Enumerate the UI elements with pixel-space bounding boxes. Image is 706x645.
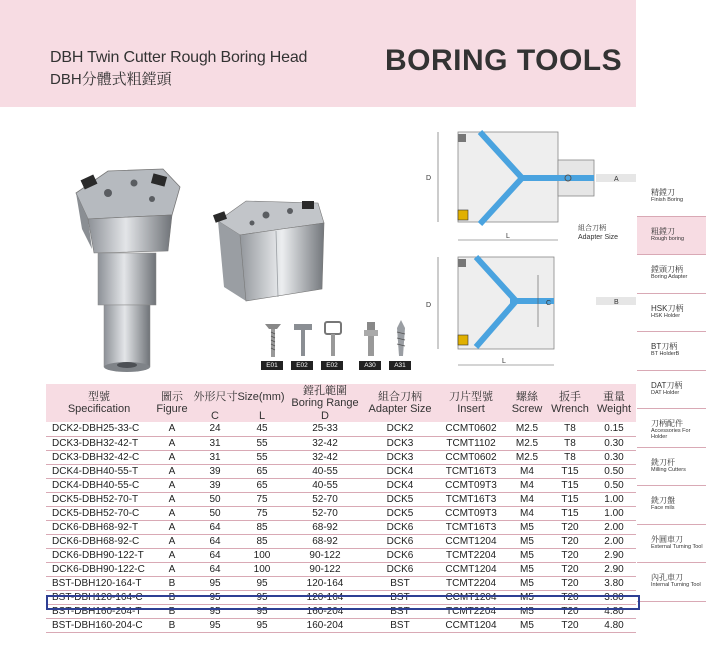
table-cell: 0.50 [592, 464, 636, 478]
table-cell: B [152, 618, 192, 632]
sidebar-item-label: 外圓車刀 [651, 534, 683, 544]
table-cell: DCK5 [364, 506, 436, 520]
table-cell: BST-DBH160-204-T [46, 604, 152, 618]
sidebar-item-label: 刀柄配件 [651, 419, 683, 428]
table-cell: TCMT2204 [436, 604, 506, 618]
table-cell: DCK3-DBH32-42-T [46, 436, 152, 450]
table-cell: T15 [548, 478, 592, 492]
column-header-specification: 型號 Specification [46, 384, 152, 422]
sidebar-item-sublabel: Finish Boring [651, 197, 684, 203]
table-cell: T15 [548, 506, 592, 520]
table-cell: 85 [238, 520, 286, 534]
column-header-size: 外形尺寸Size(mm) [192, 384, 286, 410]
table-cell: 75 [238, 506, 286, 520]
column-header-wrench: 扳手 Wrench [548, 384, 592, 422]
table-cell: DCK2-DBH25-33-C [46, 422, 152, 436]
table-cell: M5 [506, 618, 548, 632]
table-cell: BST-DBH120-164-T [46, 576, 152, 590]
adapter-label-en: Adapter Size [578, 234, 619, 241]
table-cell: 39 [192, 478, 238, 492]
table-cell: 0.15 [592, 422, 636, 436]
table-cell: T20 [548, 590, 592, 604]
adjust-screw-icon [388, 318, 414, 361]
table-cell: 95 [192, 604, 238, 618]
table-cell: T8 [548, 450, 592, 464]
table-cell: 64 [192, 534, 238, 548]
table-cell: 2.00 [592, 534, 636, 548]
specification-table [46, 384, 636, 633]
column-header-screw: 螺絲 Screw [506, 384, 548, 422]
table-cell: 160-204 [286, 604, 364, 618]
table-cell: 0.30 [592, 436, 636, 450]
table-cell: T20 [548, 576, 592, 590]
sidebar-item-sublabel: Boring Adapter [651, 274, 688, 280]
table-cell: T20 [548, 604, 592, 618]
table-cell: 24 [192, 422, 238, 436]
table-cell: 120-164 [286, 590, 364, 604]
table-cell: DCK4 [364, 464, 436, 478]
table-cell: M4 [506, 492, 548, 506]
page-title-chinese: DBH分體式粗鏜頭 [50, 71, 172, 88]
table-cell: DCK5-DBH52-70-C [46, 506, 152, 520]
technical-drawing-figure-b [418, 253, 640, 375]
sidebar-item[interactable] [637, 178, 706, 217]
column-header-figure: 圖示 Figure [152, 384, 192, 422]
table-cell: 4.80 [592, 604, 636, 618]
technical-drawing-figure-a [418, 130, 640, 248]
table-cell: 95 [238, 590, 286, 604]
table-row[interactable] [46, 548, 636, 562]
table-cell: 85 [238, 534, 286, 548]
table-row[interactable] [46, 604, 636, 618]
table-cell: M5 [506, 562, 548, 576]
table-cell: M5 [506, 604, 548, 618]
table-cell: M4 [506, 464, 548, 478]
table-cell: 2.00 [592, 520, 636, 534]
figure-label: A [614, 176, 619, 183]
table-cell: TCMT1102 [436, 436, 506, 450]
column-header-adapter: 組合刀柄 Adapter Size [364, 384, 436, 422]
part-e02 [290, 318, 316, 370]
table-cell: T15 [548, 464, 592, 478]
sidebar-item-label: 內孔車刀 [651, 573, 683, 582]
sidebar-item-sublabel: BT HolderB [651, 351, 680, 357]
column-header-c: C [192, 410, 238, 422]
table-cell: 1.00 [592, 506, 636, 520]
part-label: E02 [291, 361, 313, 370]
table-cell: 2.90 [592, 548, 636, 562]
adapter-label-zh: 組合刀柄 [578, 225, 606, 232]
table-cell: M2.5 [506, 450, 548, 464]
dimension-c-label: C [546, 300, 552, 307]
table-cell: A [152, 422, 192, 436]
table-cell: M5 [506, 534, 548, 548]
column-header-insert: 刀片型號 Insert [436, 384, 506, 422]
table-cell: 95 [192, 576, 238, 590]
table-cell: M4 [506, 478, 548, 492]
table-cell: T8 [548, 436, 592, 450]
table-cell: 50 [192, 506, 238, 520]
table-cell: CCMT09T3 [436, 478, 506, 492]
table-cell: 95 [192, 618, 238, 632]
sidebar-item-sublabel: Internal Turning Tool [651, 582, 701, 588]
table-cell: 31 [192, 436, 238, 450]
table-cell: 65 [238, 478, 286, 492]
table-cell: B [152, 604, 192, 618]
section-brand-title: BORING TOOLS [385, 44, 623, 77]
sidebar-item-label: 粗鏜刀 [651, 226, 675, 236]
table-cell: TCMT16T3 [436, 464, 506, 478]
table-cell: 0.30 [592, 450, 636, 464]
table-cell: 52-70 [286, 506, 364, 520]
part-e01 [260, 318, 286, 370]
key-icon [320, 318, 346, 361]
table-cell: 65 [238, 464, 286, 478]
table-cell: A [152, 534, 192, 548]
sidebar-item[interactable] [637, 409, 706, 448]
table-cell: M5 [506, 590, 548, 604]
table-cell: CCMT0602 [436, 422, 506, 436]
table-cell: DCK6-DBH90-122-T [46, 548, 152, 562]
column-header-d: D [286, 410, 364, 422]
sidebar-item-sublabel: HSK Holder [651, 312, 681, 319]
table-cell: A [152, 450, 192, 464]
table-cell: 2.90 [592, 562, 636, 576]
table-cell: DCK6 [364, 534, 436, 548]
table-cell: 39 [192, 464, 238, 478]
pull-stud-icon [358, 318, 384, 361]
sidebar-item-label: HSK刀柄 [651, 303, 684, 313]
table-cell: T20 [548, 548, 592, 562]
table-row[interactable] [46, 534, 636, 548]
table-cell: BST [364, 618, 436, 632]
table-cell: DCK6 [364, 520, 436, 534]
table-cell: T20 [548, 534, 592, 548]
table-cell: 55 [238, 450, 286, 464]
sidebar-item[interactable] [637, 371, 706, 410]
table-cell: 100 [238, 548, 286, 562]
table-cell: A [152, 520, 192, 534]
sidebar-item[interactable] [637, 525, 706, 564]
table-cell: TCMT16T3 [436, 520, 506, 534]
table-cell: 1.00 [592, 492, 636, 506]
table-row[interactable] [46, 478, 636, 492]
table-cell: 40-55 [286, 464, 364, 478]
page-header [0, 0, 636, 107]
page-title: DBH Twin Cutter Rough Boring Head [50, 49, 308, 66]
sidebar-item-label: 精鏜刀 [651, 188, 675, 197]
table-cell: 68-92 [286, 520, 364, 534]
sidebar-item-sublabel: Accessories For Holder [651, 428, 691, 440]
table-cell: A [152, 506, 192, 520]
table-cell: 25-33 [286, 422, 364, 436]
sidebar-item-label: 鏜頭刀柄 [651, 265, 683, 274]
table-cell: DCK2 [364, 422, 436, 436]
table-row[interactable] [46, 590, 636, 604]
table-cell: T15 [548, 492, 592, 506]
sidebar-item[interactable] [637, 217, 706, 256]
table-cell: DCK6-DBH68-92-C [46, 534, 152, 548]
table-cell: M2.5 [506, 436, 548, 450]
sidebar-item[interactable] [637, 332, 706, 371]
table-cell: TCMT2204 [436, 548, 506, 562]
table-cell: 64 [192, 562, 238, 576]
sidebar-item-sublabel: Rough boring [651, 235, 685, 242]
sidebar-item[interactable] [637, 255, 706, 294]
table-cell: 95 [238, 576, 286, 590]
table-cell: BST-DBH120-164-C [46, 590, 152, 604]
column-header-boring-range: 鏜孔範圍 Boring Range [286, 384, 364, 410]
table-cell: 160-204 [286, 618, 364, 632]
table-cell: T20 [548, 618, 592, 632]
table-cell: 45 [238, 422, 286, 436]
table-cell: BST-DBH160-204-C [46, 618, 152, 632]
table-cell: 3.80 [592, 576, 636, 590]
table-cell: DCK3 [364, 436, 436, 450]
table-cell: DCK6 [364, 562, 436, 576]
table-cell: BST [364, 604, 436, 618]
table-row[interactable] [46, 492, 636, 506]
table-cell: 52-70 [286, 492, 364, 506]
table-cell: 32-42 [286, 436, 364, 450]
table-row[interactable] [46, 464, 636, 478]
part-label: E02 [321, 361, 343, 370]
table-cell: 64 [192, 548, 238, 562]
table-cell: B [152, 590, 192, 604]
sidebar-item[interactable] [637, 563, 706, 602]
dimension-l-label: L [506, 233, 510, 240]
dimension-l-label: L [502, 358, 506, 365]
table-cell: M5 [506, 576, 548, 590]
dimension-d-label: D [426, 302, 432, 309]
table-cell: DCK4 [364, 478, 436, 492]
sidebar-item-sublabel: DAT Holder [651, 389, 680, 396]
table-row[interactable] [46, 506, 636, 520]
table-cell: M5 [506, 520, 548, 534]
table-cell: CCMT1204 [436, 562, 506, 576]
sidebar-item-label: 銑刀盤 [651, 496, 675, 505]
table-cell: DCK6 [364, 548, 436, 562]
table-cell: 90-122 [286, 562, 364, 576]
table-cell: DCK6-DBH68-92-T [46, 520, 152, 534]
table-cell: A [152, 478, 192, 492]
table-cell: 95 [238, 604, 286, 618]
table-cell: T20 [548, 562, 592, 576]
table-cell: DCK5-DBH52-70-T [46, 492, 152, 506]
table-cell: CCMT1204 [436, 590, 506, 604]
accessory-parts [260, 318, 420, 370]
table-cell: M5 [506, 548, 548, 562]
table-cell: 68-92 [286, 534, 364, 548]
sidebar-item-label: DAT刀柄 [651, 380, 683, 390]
sidebar-item-sublabel: Face mils [651, 505, 675, 511]
boring-head-photo-large [68, 153, 188, 375]
table-cell: DCK5 [364, 492, 436, 506]
figure-label: B [614, 299, 619, 306]
sidebar-item-label: BT刀柄 [651, 342, 678, 351]
table-cell: DCK6-DBH90-122-C [46, 562, 152, 576]
part-a31 [388, 318, 414, 370]
wrench-icon [290, 318, 316, 361]
table-cell: TCMT16T3 [436, 492, 506, 506]
part-label: E01 [261, 361, 283, 370]
table-cell: BST [364, 576, 436, 590]
table-cell: M2.5 [506, 422, 548, 436]
table-cell: CCMT09T3 [436, 506, 506, 520]
table-cell: CCMT0602 [436, 450, 506, 464]
sidebar-item[interactable] [637, 448, 706, 487]
table-cell: A [152, 562, 192, 576]
table-row[interactable] [46, 618, 636, 632]
table-cell: DCK4-DBH40-55-T [46, 464, 152, 478]
table-cell: 95 [192, 590, 238, 604]
sidebar-item-sublabel: Milling Cutters [651, 466, 686, 473]
table-cell: 64 [192, 520, 238, 534]
table-cell: A [152, 548, 192, 562]
category-sidebar [637, 178, 706, 602]
table-cell: DCK3-DBH32-42-C [46, 450, 152, 464]
table-cell: 90-122 [286, 548, 364, 562]
table-cell: T20 [548, 520, 592, 534]
table-cell: 3.80 [592, 590, 636, 604]
part-e02-key [320, 318, 346, 370]
table-row[interactable] [46, 450, 636, 464]
column-header-weight: 重量 Weight [592, 384, 636, 422]
table-cell: BST [364, 590, 436, 604]
table-cell: 95 [238, 618, 286, 632]
dimension-d-label: D [426, 175, 432, 182]
boring-head-photo-small [206, 193, 331, 308]
table-cell: 55 [238, 436, 286, 450]
part-a30 [358, 318, 384, 370]
table-row[interactable] [46, 576, 636, 590]
table-cell: 120-164 [286, 576, 364, 590]
part-label: A30 [359, 361, 381, 370]
table-cell: 75 [238, 492, 286, 506]
table-cell: DCK4-DBH40-55-C [46, 478, 152, 492]
table-cell: 40-55 [286, 478, 364, 492]
sidebar-item[interactable] [637, 294, 706, 333]
table-cell: DCK3 [364, 450, 436, 464]
table-cell: 50 [192, 492, 238, 506]
table-row[interactable] [46, 562, 636, 576]
table-cell: TCMT2204 [436, 576, 506, 590]
sidebar-item-sublabel: External Turning Tool [651, 543, 703, 550]
table-cell: 100 [238, 562, 286, 576]
table-row[interactable] [46, 422, 636, 436]
sidebar-item[interactable] [637, 486, 706, 525]
table-row[interactable] [46, 436, 636, 450]
table-row[interactable] [46, 520, 636, 534]
screw-icon [260, 318, 286, 361]
table-cell: 4.80 [592, 618, 636, 632]
column-header-l: L [238, 410, 286, 422]
table-cell: A [152, 492, 192, 506]
table-cell: CCMT1204 [436, 534, 506, 548]
table-cell: 32-42 [286, 450, 364, 464]
table-cell: B [152, 576, 192, 590]
table-cell: CCMT1204 [436, 618, 506, 632]
sidebar-item-label: 銑刀杆 [651, 457, 675, 467]
table-cell: M4 [506, 506, 548, 520]
table-cell: 31 [192, 450, 238, 464]
table-cell: A [152, 464, 192, 478]
part-label: A31 [389, 361, 411, 370]
table-cell: 0.50 [592, 478, 636, 492]
table-cell: A [152, 436, 192, 450]
table-cell: T8 [548, 422, 592, 436]
